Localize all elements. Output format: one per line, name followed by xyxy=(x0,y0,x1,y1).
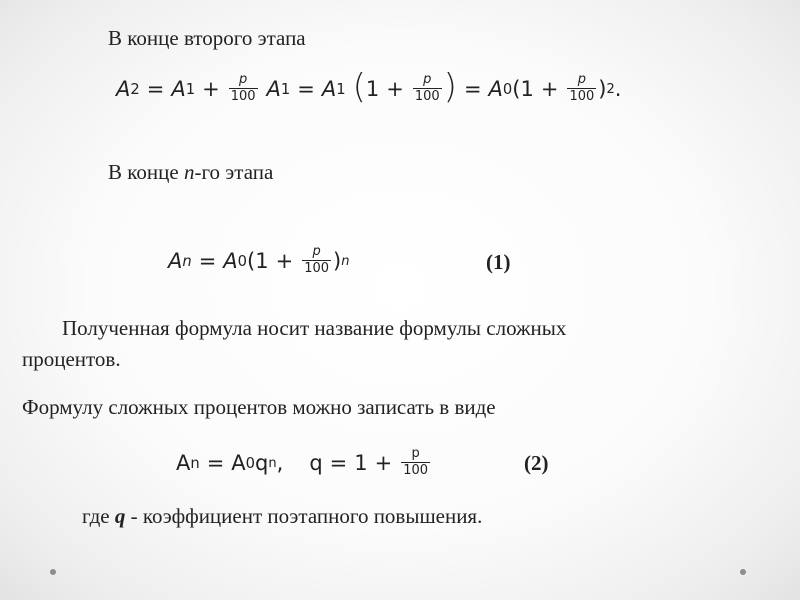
subscript-2: 2 xyxy=(130,80,140,98)
plus-sign: + xyxy=(202,77,220,101)
var-n: n xyxy=(183,160,195,184)
right-paren: ) xyxy=(443,67,457,107)
paragraph-line-1: Полученная формула носит название формулы сложных xyxy=(62,316,567,340)
corner-dot-left xyxy=(50,569,56,575)
corner-dot-right xyxy=(740,569,746,575)
equals-sign: = xyxy=(146,77,165,101)
exponent-2: 2 xyxy=(606,81,615,97)
formula-2-label: (2) xyxy=(524,451,549,475)
left-paren: ( xyxy=(352,67,366,107)
var-A: A xyxy=(116,77,131,101)
fraction-p-100: $\frac{p}{100}$ xyxy=(230,72,256,104)
text-where-q: где q - коэффициент поэтапного повышения. xyxy=(82,504,483,528)
var-q: q xyxy=(114,504,126,528)
formula-1: A n = A 0 ( 1 + $\frac{p}{100}$ ) n xyxy=(168,244,350,276)
formula-2: A n = A 0 q n , q = 1 + $\frac{p}{100}$ xyxy=(176,446,429,478)
text-stage2-heading: В конце второго этапа xyxy=(108,26,306,50)
text-rewrite-intro: Формулу сложных процентов можно записать в виде xyxy=(22,395,496,419)
formula-1-label: (1) xyxy=(486,250,511,274)
text-stage-n-heading: В конце n-го этапа xyxy=(108,160,274,184)
paragraph-line-2: процентов. xyxy=(22,347,121,371)
formula-stage2: A 2 = A 1 + $\frac{p}{100}$ A 1 = A 1 ( 1 + $\frac{p}{100}$ ) = A 0 ( 1 + $\frac{p}{100}$ ) 2 . xyxy=(116,67,622,107)
